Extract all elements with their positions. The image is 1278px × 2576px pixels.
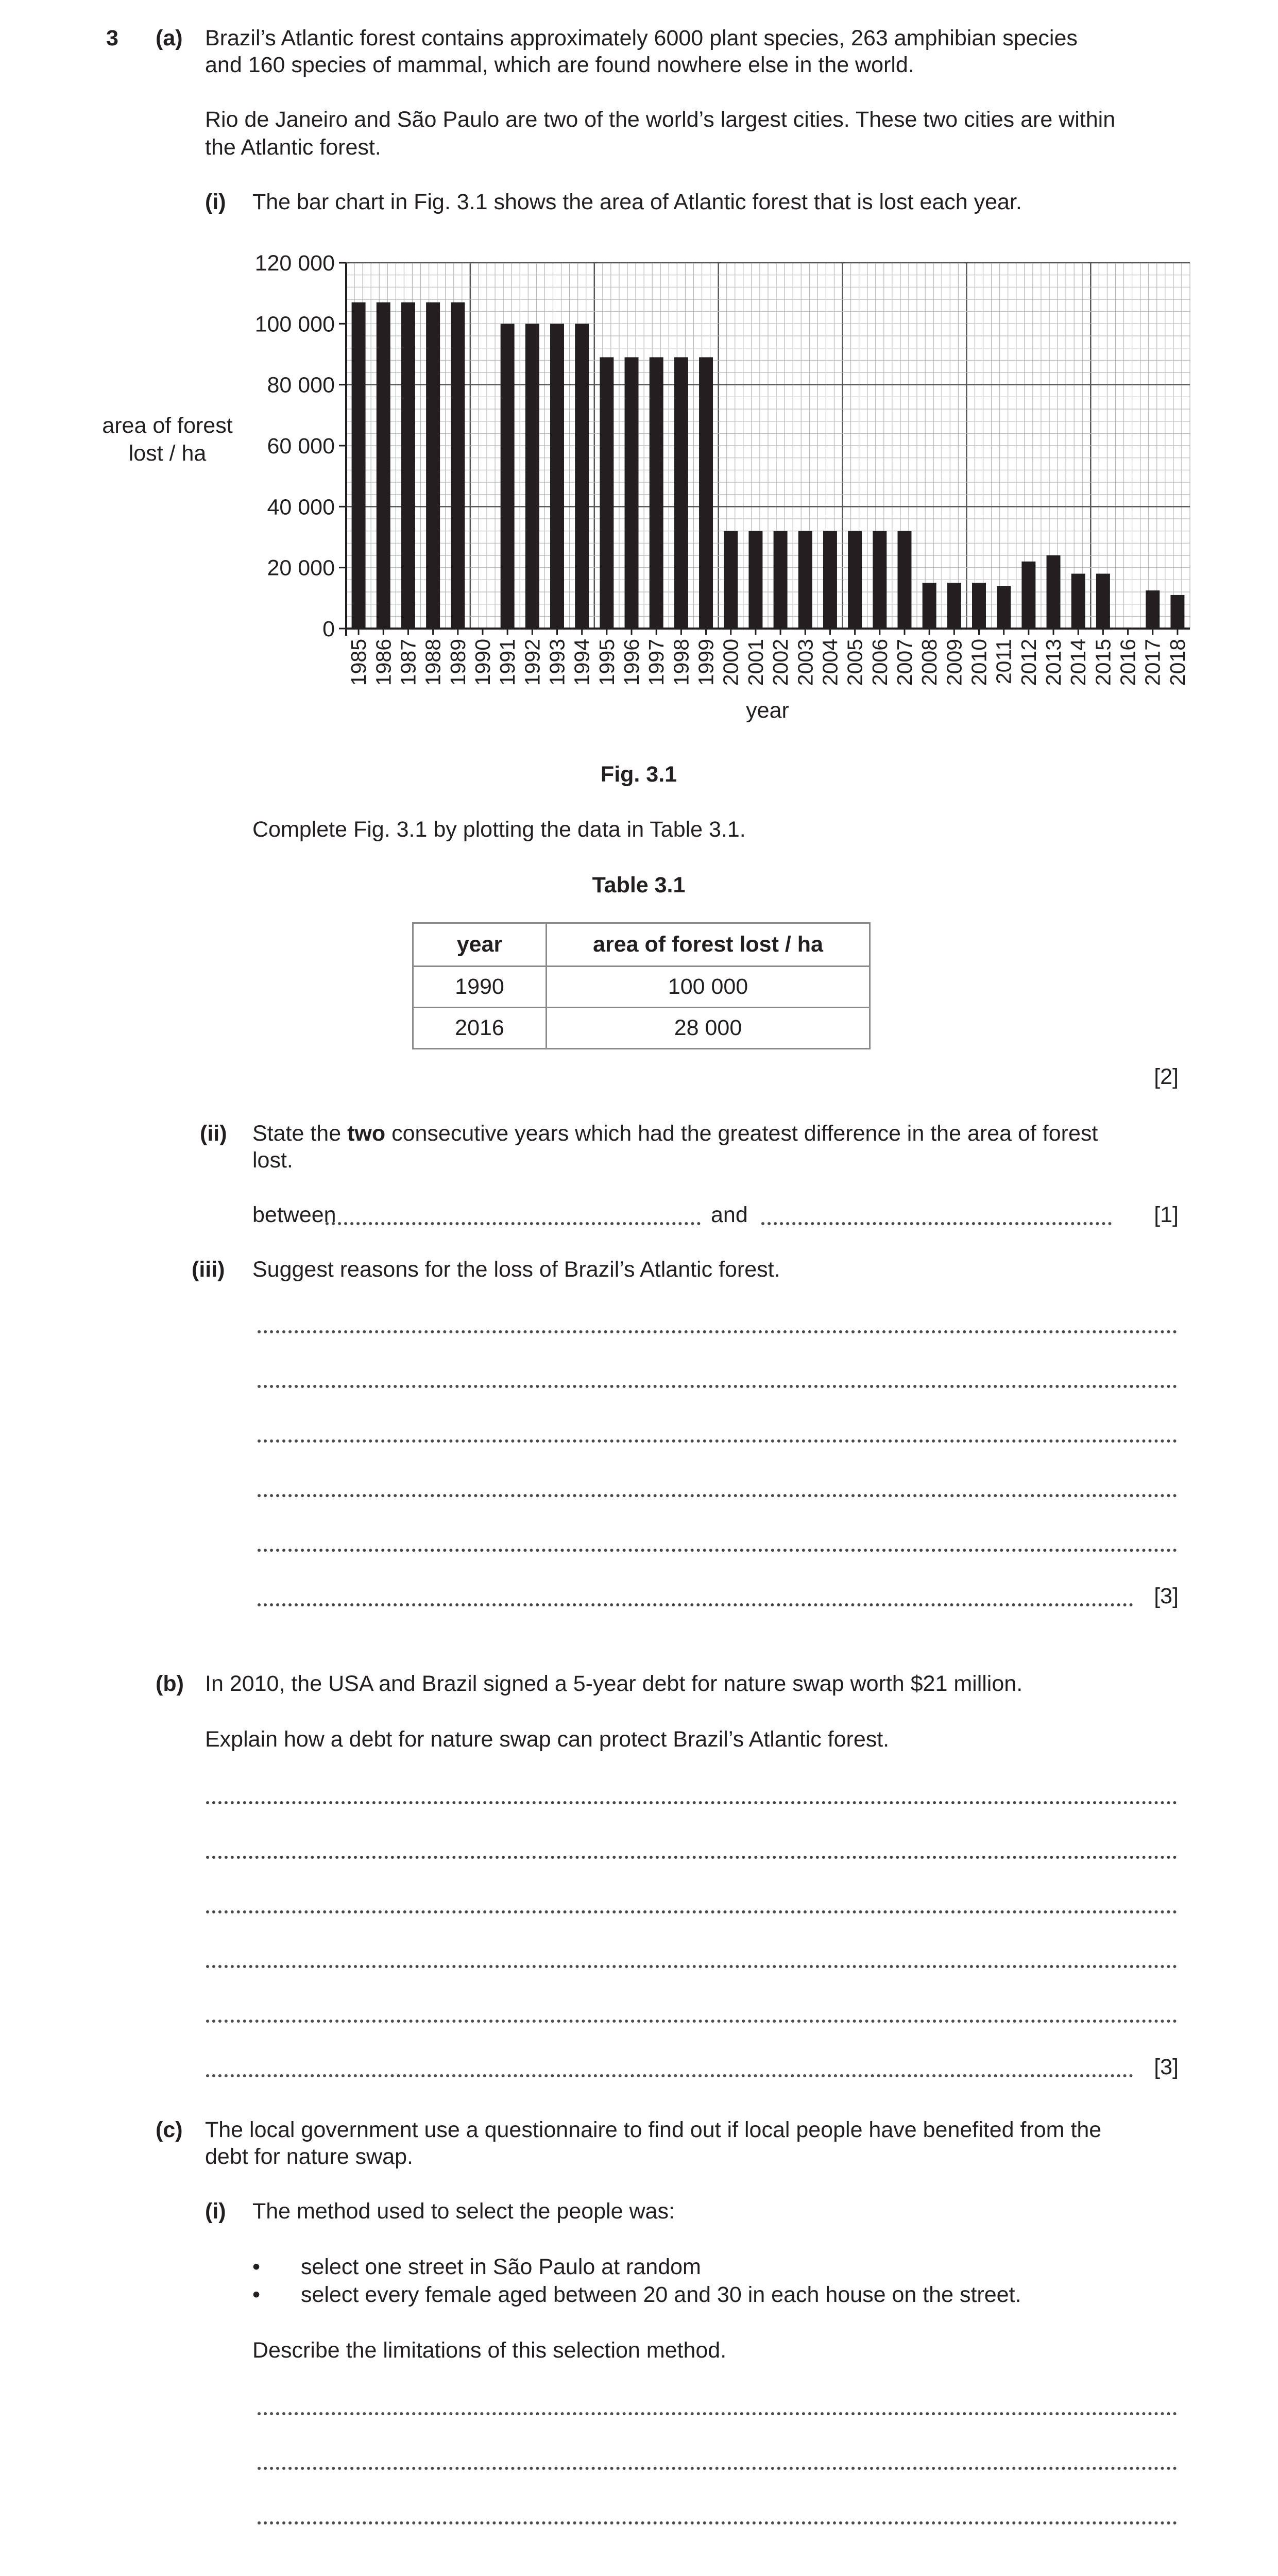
bar-2010	[972, 583, 986, 629]
bar-2017	[1146, 590, 1160, 629]
forest-loss-bar-chart	[77, 237, 1200, 752]
bar-2014	[1071, 574, 1085, 629]
x-tick-label: 1986	[371, 639, 396, 686]
y-tick-label: 120 000	[254, 251, 335, 276]
part-a-iii-label: (iii)	[192, 1257, 225, 1282]
y-tick-label: 80 000	[267, 372, 335, 398]
bar-2018	[1170, 595, 1184, 629]
answer-line[interactable]	[258, 2412, 1177, 2415]
bar-2009	[947, 583, 961, 629]
x-tick-label: 2004	[818, 639, 842, 686]
x-tick-label: 2014	[1066, 639, 1090, 686]
part-a-ii-text	[252, 1119, 1098, 1148]
marks-a-ii: [1]	[1154, 1202, 1179, 1227]
table-cell: 2016	[413, 1008, 547, 1049]
part-a-i-text: The bar chart in Fig. 3.1 shows the area of Atlantic forest that is lost each year.	[252, 190, 1022, 214]
part-b-text1: In 2010, the USA and Brazil signed a 5-year debt for nature swap worth $21 million.	[205, 1671, 1023, 1696]
answer-line[interactable]	[258, 2467, 1177, 2470]
x-tick-label: 2010	[967, 639, 991, 686]
x-tick-label: 1997	[644, 639, 669, 686]
x-tick-label: 1990	[470, 639, 495, 686]
answer-line[interactable]	[206, 2020, 1177, 2023]
bar-2001	[748, 531, 762, 629]
bar-1994	[575, 324, 589, 629]
answer-line[interactable]	[258, 1603, 1133, 1606]
table-cell: 28 000	[547, 1008, 870, 1049]
part-a-label: (a)	[156, 26, 183, 50]
bar-1985	[352, 302, 366, 629]
x-tick-label: 2000	[719, 639, 743, 686]
bar-1993	[550, 324, 564, 629]
bar-2005	[848, 531, 862, 629]
table-cell: 1990	[413, 967, 547, 1008]
bar-1992	[525, 324, 539, 629]
fig-caption: Fig. 3.1	[600, 762, 677, 787]
marks-b: [3]	[1154, 2055, 1179, 2079]
part-a-para2-line1: Rio de Janeiro and São Paulo are two of the world’s largest cities. These two cities are within	[205, 107, 1116, 132]
answer-line[interactable]	[258, 1549, 1177, 1552]
y-tick-label: 0	[322, 617, 335, 641]
answer-line[interactable]	[206, 1965, 1177, 1968]
bar-2011	[997, 586, 1011, 629]
table-3-1-title: Table 3.1	[592, 873, 686, 897]
bar-1995	[600, 357, 614, 629]
question-number: 3	[106, 26, 118, 50]
answer-line[interactable]	[258, 1494, 1177, 1497]
x-tick-label: 2016	[1116, 639, 1140, 686]
part-b-label: (b)	[156, 1671, 184, 1696]
x-tick-label: 1995	[594, 639, 619, 686]
bar-2012	[1021, 562, 1035, 629]
part-c-text-line2: debt for nature swap.	[205, 2144, 413, 2169]
answer-line[interactable]	[206, 1910, 1177, 1913]
part-a-para1-line1: Brazil’s Atlantic forest contains approximately 6000 plant species, 263 amphibian species	[205, 26, 1078, 50]
y-axis-label-line2: lost / ha	[128, 441, 207, 466]
x-tick-label: 1996	[620, 639, 644, 686]
bar-2007	[897, 531, 911, 629]
text-span: consecutive years which had the greatest difference in the area of forest	[385, 1121, 1098, 1146]
bar-1999	[699, 357, 713, 629]
x-tick-labels	[347, 629, 1189, 686]
x-tick-label: 1987	[396, 639, 420, 686]
part-a-i-label: (i)	[205, 190, 226, 214]
marks-a-i: [2]	[1154, 1064, 1179, 1089]
answer-line[interactable]	[258, 1439, 1177, 1443]
bar-2006	[873, 531, 887, 629]
bar-1989	[451, 302, 465, 629]
x-tick-label: 2011	[992, 639, 1016, 685]
text-bold: two	[347, 1121, 386, 1146]
bar-2003	[798, 531, 812, 629]
x-tick-label: 2008	[917, 639, 942, 686]
x-tick-label: 2002	[769, 639, 793, 686]
y-tick-label: 20 000	[267, 555, 335, 581]
bar-1998	[674, 357, 688, 629]
bar-1991	[501, 324, 515, 629]
x-tick-label: 1991	[496, 639, 520, 686]
x-tick-label: 2003	[793, 639, 817, 686]
table-header-year: year	[413, 923, 547, 967]
plot-instruction: Complete Fig. 3.1 by plotting the data in Table 3.1.	[252, 817, 746, 842]
y-tick-label: 40 000	[267, 495, 335, 520]
x-tick-label: 2006	[867, 639, 892, 686]
text-span: State the	[252, 1121, 348, 1146]
part-a-para1-line2: and 160 species of mammal, which are found nowhere else in the world.	[205, 53, 914, 77]
part-c-text-line1: The local government use a questionnaire to find out if local people have benefited from the	[205, 2117, 1102, 2142]
x-tick-label: 1989	[446, 639, 470, 686]
x-tick-label: 1985	[347, 639, 371, 686]
bar-2008	[923, 583, 936, 629]
part-c-label: (c)	[156, 2117, 183, 2142]
x-tick-label: 2009	[942, 639, 966, 686]
x-tick-label: 2007	[892, 639, 916, 686]
answer-year-2[interactable]	[761, 1222, 1112, 1225]
x-tick-label: 1992	[520, 639, 544, 686]
y-tick-labels	[255, 251, 346, 641]
answer-year-1[interactable]	[326, 1222, 701, 1225]
answer-line[interactable]	[206, 1801, 1177, 1804]
bar-1986	[377, 302, 390, 629]
part-a-iii-text: Suggest reasons for the loss of Brazil’s Atlantic forest.	[252, 1257, 780, 1282]
bar-2013	[1047, 555, 1061, 629]
part-b-text2: Explain how a debt for nature swap can protect Brazil’s Atlantic forest.	[205, 1727, 890, 1752]
answer-line[interactable]	[258, 1385, 1177, 1388]
x-tick-label: 1998	[669, 639, 693, 686]
part-c-i-describe: Describe the limitations of this selection method.	[252, 2338, 727, 2363]
part-c-i-text: The method used to select the people was:	[252, 2199, 675, 2224]
table-3-1	[412, 922, 871, 1049]
x-axis-label: year	[746, 698, 789, 723]
part-a-ii-text-line2: lost.	[252, 1148, 293, 1173]
bullet-item: select every female aged between 20 and 30 in each house on the street.	[301, 2282, 1021, 2307]
x-tick-label: 2013	[1042, 639, 1066, 686]
y-tick-label: 60 000	[267, 434, 335, 459]
x-tick-label: 2017	[1140, 639, 1165, 686]
x-tick-label: 2015	[1091, 639, 1115, 686]
answer-line[interactable]	[258, 2521, 1177, 2524]
table-cell: 100 000	[547, 967, 870, 1008]
x-tick-label: 2012	[1016, 639, 1041, 686]
bar-2004	[823, 531, 837, 629]
x-tick-label: 1999	[694, 639, 718, 686]
bullet-icon: •	[252, 2282, 261, 2307]
answer-line[interactable]	[206, 2074, 1133, 2077]
part-c-i-label: (i)	[205, 2199, 226, 2224]
x-tick-label: 2001	[743, 639, 768, 686]
table-header-area: area of forest lost / ha	[547, 923, 870, 967]
y-tick-label: 100 000	[254, 312, 335, 337]
bullet-item: select one street in São Paulo at random	[301, 2255, 701, 2279]
x-tick-label: 1993	[545, 639, 569, 686]
and-label: and	[711, 1202, 748, 1227]
bar-1997	[650, 357, 663, 629]
between-label: between	[252, 1202, 336, 1227]
bar-1987	[401, 302, 415, 629]
part-a-ii-label: (ii)	[200, 1121, 227, 1146]
bar-2002	[774, 531, 788, 629]
x-tick-label: 2005	[843, 639, 867, 686]
bar-2015	[1096, 574, 1110, 629]
bar-2000	[724, 531, 738, 629]
chart-grid	[346, 263, 1190, 629]
bar-1996	[625, 357, 639, 629]
y-axis-label-line1: area of forest	[102, 413, 233, 438]
x-tick-label: 2018	[1165, 639, 1189, 686]
x-tick-label: 1988	[421, 639, 445, 686]
answer-line[interactable]	[206, 1856, 1177, 1859]
bar-1988	[426, 302, 440, 629]
bullet-icon: •	[252, 2255, 261, 2279]
answer-line[interactable]	[258, 1330, 1177, 1333]
x-tick-label: 1994	[570, 639, 594, 686]
marks-a-iii: [3]	[1154, 1584, 1179, 1608]
part-a-para2-line2: the Atlantic forest.	[205, 135, 381, 160]
